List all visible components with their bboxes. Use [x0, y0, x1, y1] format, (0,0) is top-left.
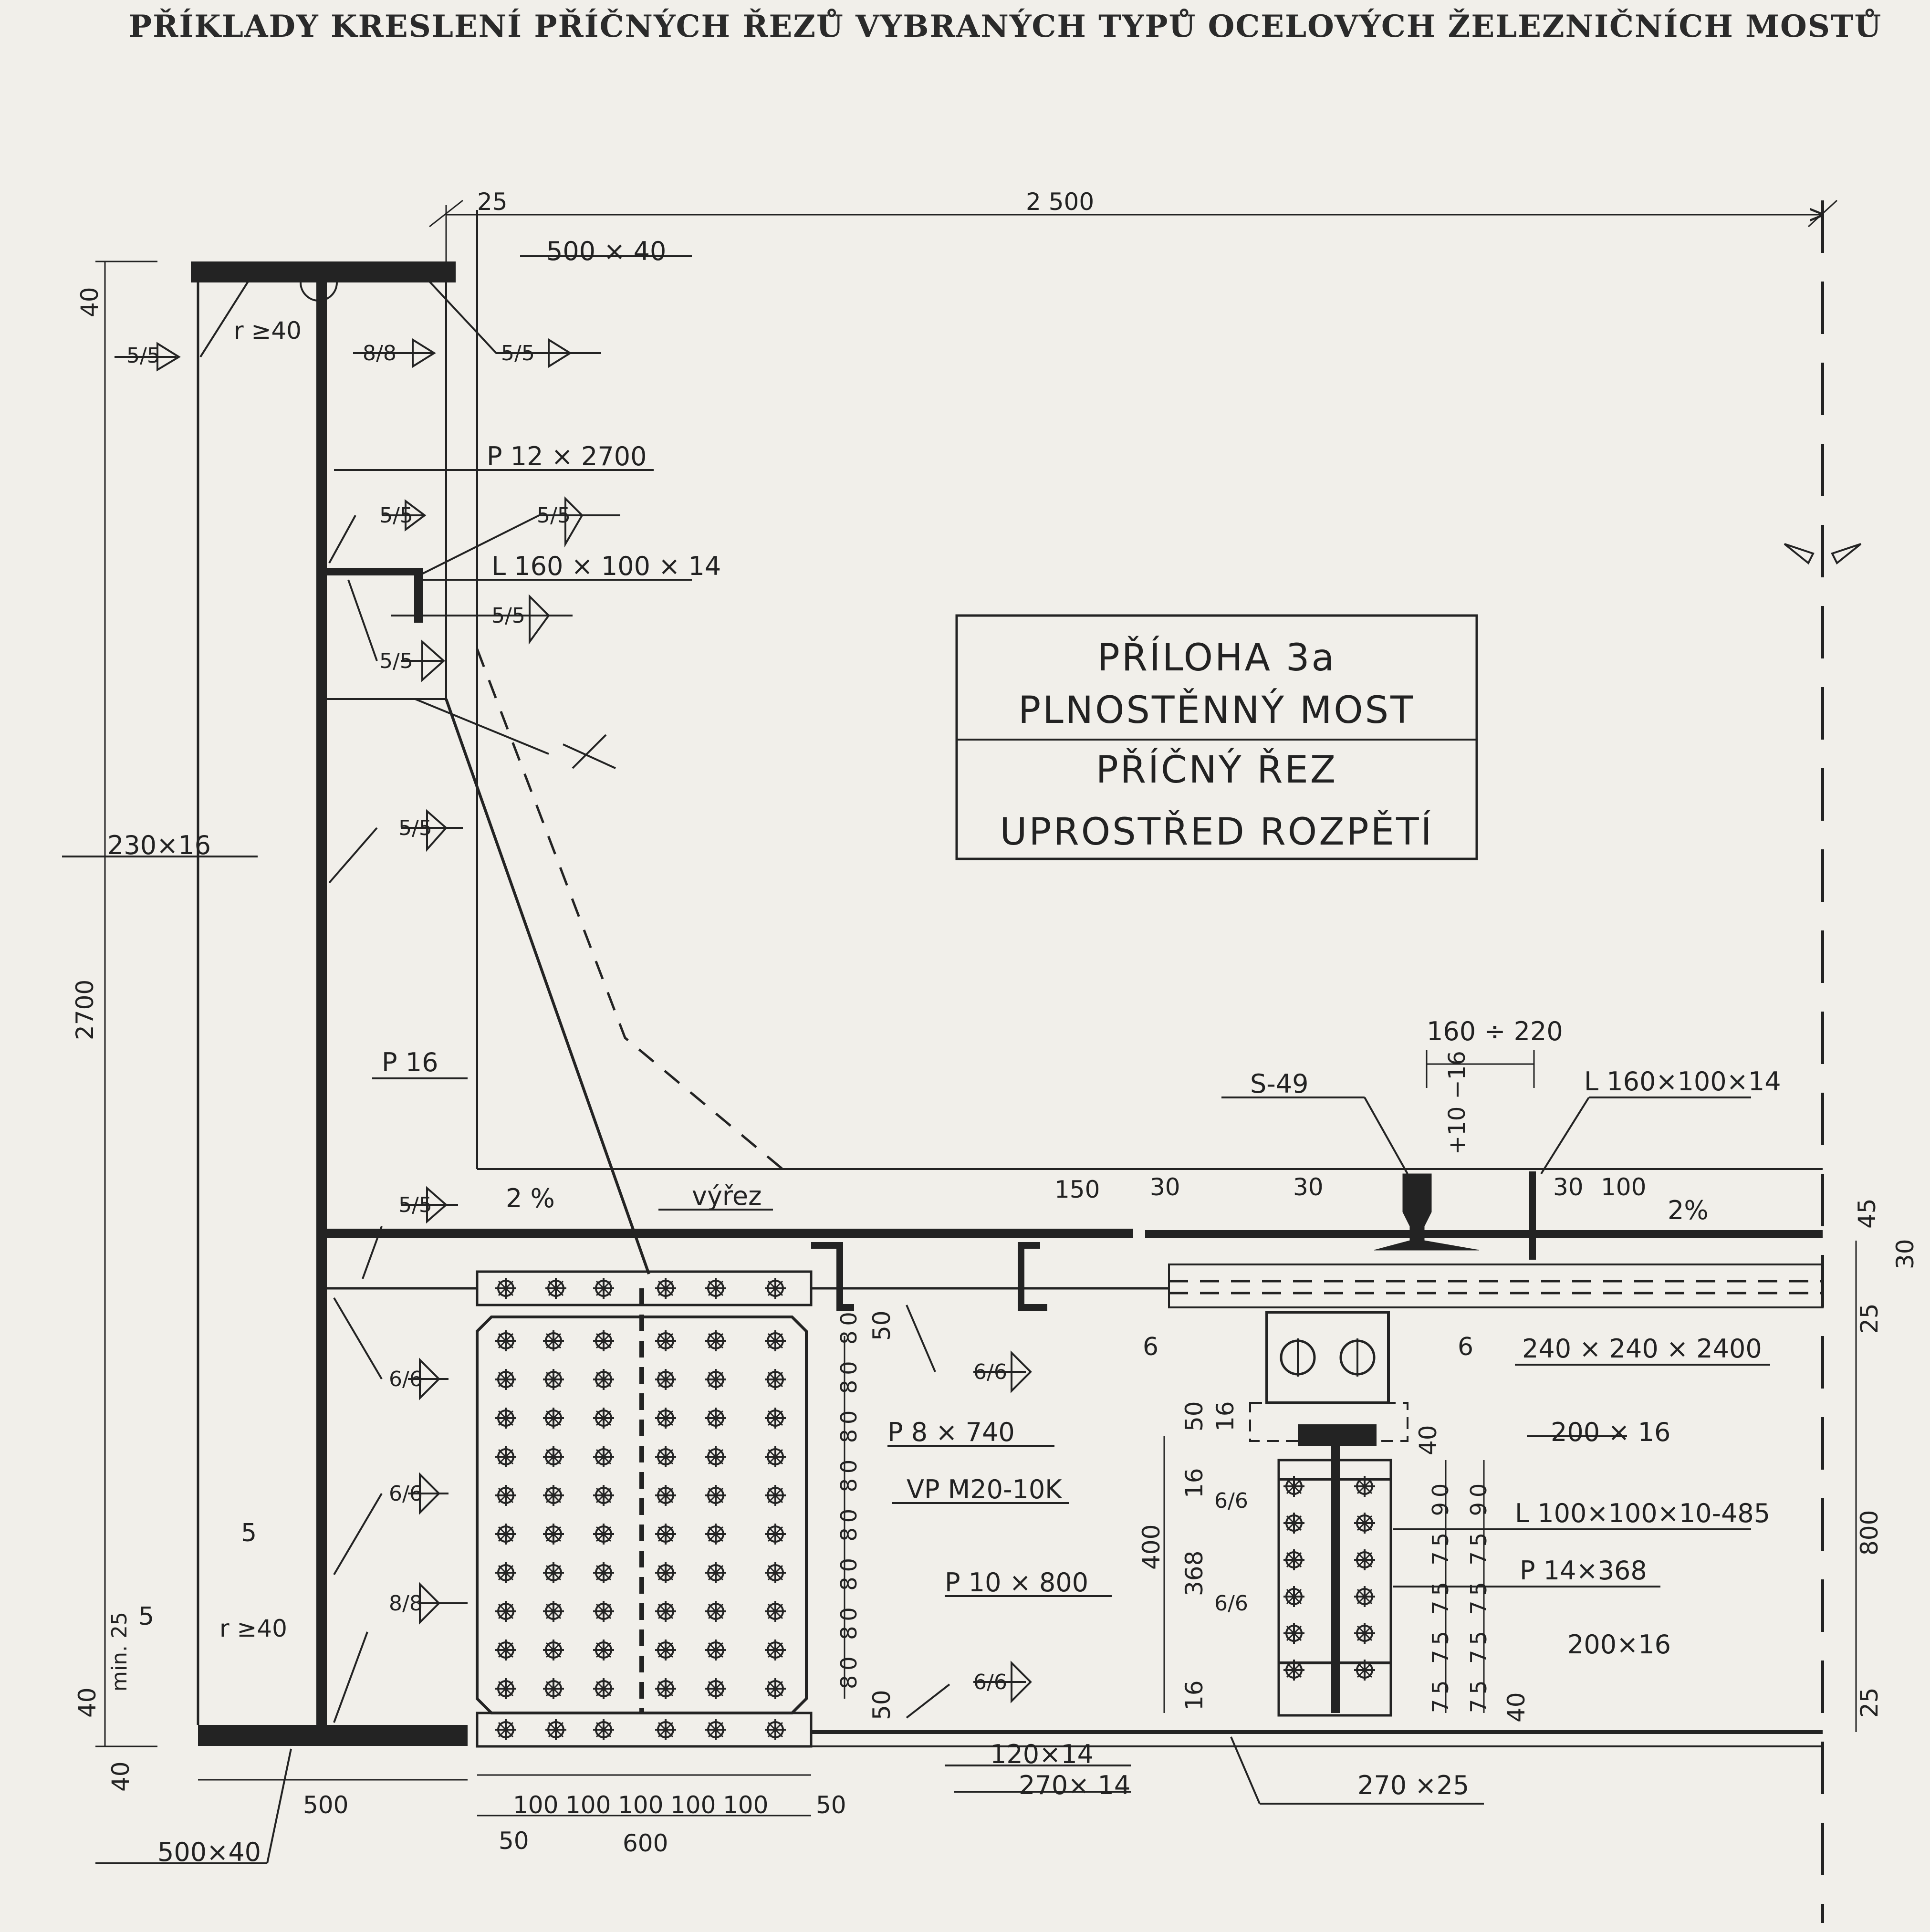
weld-text: 5/5: [126, 344, 160, 368]
dim-40-b1: 40: [73, 1687, 101, 1718]
label-web: P 12 × 2700: [487, 441, 647, 471]
bolt-icon: [495, 1562, 516, 1583]
bolt-icon: [655, 1446, 676, 1467]
label-bottom-270x25: 270 ×25: [1357, 1770, 1470, 1800]
bolt-icon: [545, 1278, 566, 1299]
bolt-icon: [1283, 1549, 1304, 1570]
weld-text: 6: [1143, 1333, 1159, 1361]
weld-text: 6/6: [973, 1670, 1007, 1694]
label-stiffener: 230×16: [107, 830, 211, 860]
dim-400: 400: [1137, 1524, 1165, 1570]
weld-text: 5/5: [379, 503, 413, 528]
dim-25-r2: 25: [1856, 1687, 1883, 1718]
label-min25: min. 25: [107, 1612, 132, 1692]
bolt-icon: [1354, 1513, 1375, 1534]
label-cross-web: P 10 × 800: [945, 1567, 1089, 1598]
title-block-line3: PŘÍČNÝ ŘEZ: [1095, 749, 1338, 792]
dim-2500: 2 500: [1026, 188, 1095, 216]
weld-text: 5: [138, 1602, 155, 1631]
bolt-icon: [593, 1330, 614, 1351]
bolt-icon: [593, 1719, 614, 1740]
bolt-icon: [495, 1640, 516, 1660]
dim-40-s: 40: [1414, 1425, 1442, 1455]
bolt-icon: [655, 1278, 676, 1299]
dim-100d: 100: [670, 1791, 716, 1819]
bolt-icon: [593, 1408, 614, 1429]
bolt-icon: [543, 1524, 564, 1545]
label-r-bottom: r ≥40: [219, 1615, 287, 1642]
label-splice-plate: P 8 × 740: [887, 1417, 1015, 1447]
bolt-icon: [705, 1601, 726, 1622]
weld-text: 6/6: [1214, 1591, 1248, 1616]
bolt-icon: [495, 1719, 516, 1740]
bolt-icon: [1354, 1586, 1375, 1607]
dim-75-list2: 75 75 75 75 90: [1466, 1478, 1492, 1713]
weld-texts: [126, 341, 1473, 1694]
bolt-icon: [765, 1485, 786, 1506]
dim-368: 368: [1180, 1550, 1208, 1596]
bolt-icon: [543, 1446, 564, 1467]
bolt-icon: [705, 1562, 726, 1583]
label-slope-right: 2%: [1668, 1195, 1709, 1225]
weld-text: 6: [1458, 1333, 1474, 1361]
bolt-icon: [495, 1278, 516, 1299]
weld-text: 5/5: [398, 1193, 432, 1217]
bolt-icon: [543, 1678, 564, 1699]
bolt-icon: [1283, 1586, 1304, 1607]
dim-75-list: 75 75 75 75 90: [1428, 1478, 1453, 1713]
dim-100e: 100: [723, 1791, 769, 1819]
bolt-icon: [593, 1678, 614, 1699]
bolt-icon: [1283, 1513, 1304, 1534]
bolt-icon: [543, 1330, 564, 1351]
weld-text: 6/6: [389, 1367, 423, 1391]
bolt-icon: [593, 1640, 614, 1660]
dim-150: 150: [1054, 1176, 1100, 1203]
dim-800: 800: [1856, 1510, 1883, 1556]
bolt-icon: [765, 1562, 786, 1583]
bolt-icon: [655, 1485, 676, 1506]
bolt-icon: [705, 1524, 726, 1545]
bolt-icon: [705, 1278, 726, 1299]
bolt-icon: [495, 1330, 516, 1351]
bolt-icon: [705, 1485, 726, 1506]
bolt-icon: [765, 1446, 786, 1467]
bolt-icon: [705, 1678, 726, 1699]
dim-50-v2: 50: [868, 1690, 896, 1720]
bolt-icon: [495, 1485, 516, 1506]
weld-text: 5: [241, 1519, 257, 1547]
bolt-icon: [765, 1640, 786, 1660]
dim-100a: 100: [513, 1791, 559, 1819]
dim-600: 600: [623, 1829, 668, 1857]
label-slope-left: 2 %: [506, 1183, 555, 1213]
dim-50-r: 50: [816, 1791, 846, 1819]
bolt-icon: [655, 1640, 676, 1660]
dim-16-b: 16: [1180, 1680, 1208, 1711]
title-block-line2: PLNOSTĚNNÝ MOST: [1018, 689, 1415, 732]
bolt-icon: [705, 1369, 726, 1390]
dim-50-s: 50: [1180, 1401, 1208, 1431]
bolt-icon: [495, 1601, 516, 1622]
weld-text: 5/5: [398, 816, 432, 840]
weld-text: 8/8: [363, 341, 396, 366]
bolt-icon: [655, 1719, 676, 1740]
dim-50-l: 50: [499, 1827, 529, 1855]
dim-100b: 100: [565, 1791, 611, 1819]
bolt-icon: [705, 1330, 726, 1351]
dim-30-a: 30: [1150, 1173, 1180, 1201]
bolt-icon: [593, 1446, 614, 1467]
bolt-icon: [655, 1369, 676, 1390]
bolt-icon: [593, 1369, 614, 1390]
bolt-icon: [593, 1562, 614, 1583]
bolt-icon: [705, 1408, 726, 1429]
bolt-icon: [765, 1524, 786, 1545]
bolt-icon: [655, 1678, 676, 1699]
dim-25-r: 25: [1856, 1303, 1883, 1334]
bolt-icon: [495, 1678, 516, 1699]
dim-16-s: 16: [1211, 1401, 1239, 1431]
title-block: [957, 616, 1477, 859]
bolt-icon: [765, 1369, 786, 1390]
bolt-icon: [545, 1719, 566, 1740]
label-flange-top: 200 × 16: [1551, 1417, 1671, 1447]
label-plate-top: 500 × 40: [546, 236, 667, 266]
bolt-icon: [1283, 1623, 1304, 1644]
bolt-icon: [655, 1408, 676, 1429]
bolt-icon: [655, 1562, 676, 1583]
bolt-icon: [543, 1369, 564, 1390]
weld-text: 5/5: [379, 649, 413, 673]
title-block-line4: UPROSTŘED ROZPĚTÍ: [1000, 811, 1434, 854]
weld-text: 6/6: [1214, 1489, 1248, 1513]
bolt-icon: [543, 1601, 564, 1622]
label-rail: S-49: [1250, 1069, 1309, 1099]
dim-50-v1: 50: [868, 1310, 896, 1341]
label-bolts: VP M20-10K: [907, 1474, 1062, 1504]
dim-30-c: 30: [1553, 1173, 1584, 1201]
label-plate-bottom-left: 500×40: [157, 1837, 261, 1867]
dim-25-top: 25: [477, 188, 508, 216]
bolt-icon: [765, 1330, 786, 1351]
labels: [107, 236, 1781, 1867]
label-bottom-270: 270× 14: [1019, 1770, 1131, 1800]
bolt-icon: [543, 1562, 564, 1583]
dim-500: 500: [303, 1791, 349, 1819]
bolt-icon: [765, 1601, 786, 1622]
dim-100-top: 100: [1601, 1173, 1647, 1201]
page-title: PŘÍKLADY KRESLENÍ PŘÍČNÝCH ŘEZŮ VYBRANÝCH TYPŮ OCELOVÝCH ŽELEZNIČNÍCH MOSTŮ: [129, 9, 1882, 44]
weld-text: 5/5: [491, 604, 525, 628]
bolt-icon: [593, 1524, 614, 1545]
bolt-icon: [765, 1408, 786, 1429]
bolt-icon: [1354, 1549, 1375, 1570]
label-plate-14x368: P 14×368: [1520, 1556, 1647, 1586]
dim-45: 45: [1853, 1198, 1881, 1229]
label-r-top: r ≥40: [234, 317, 302, 345]
bolt-icon: [593, 1485, 614, 1506]
dimension-texts: [71, 188, 1919, 1857]
weld-text: 6/6: [973, 1360, 1007, 1384]
weld-text: 8/8: [389, 1591, 423, 1616]
label-stringer-flange-top: 240 × 240 × 2400: [1522, 1334, 1762, 1364]
weld-text: 5/5: [501, 341, 535, 366]
label-bottom-120: 120×14: [990, 1739, 1094, 1769]
label-cant: +10 −16: [1444, 1051, 1471, 1155]
bolt-icon: [765, 1278, 786, 1299]
bolt-icon: [543, 1485, 564, 1506]
dim-40-top: 40: [76, 287, 104, 317]
label-plate-p16: P 16: [382, 1047, 438, 1077]
label-cutout: výřez: [692, 1181, 762, 1211]
title-block-line1: PŘÍLOHA 3a: [1097, 637, 1336, 679]
label-flange-bottom: 200×16: [1567, 1629, 1671, 1660]
dim-2700: 2700: [71, 979, 99, 1040]
bolt-icon: [705, 1719, 726, 1740]
label-gauge: 160 ÷ 220: [1427, 1016, 1563, 1046]
bolt-icon: [765, 1719, 786, 1740]
label-angle-top: L 160 × 100 × 14: [491, 551, 721, 581]
bolt-icon: [655, 1330, 676, 1351]
bolt-icon: [495, 1524, 516, 1545]
dim-40-s2: 40: [1502, 1692, 1530, 1723]
label-angle-right: L 160×100×14: [1584, 1066, 1781, 1097]
label-angle-small: L 100×100×10-485: [1515, 1498, 1771, 1528]
bolt-icon: [593, 1601, 614, 1622]
bolt-icon: [543, 1640, 564, 1660]
dim-16-a: 16: [1180, 1468, 1208, 1498]
dim-40-b2: 40: [107, 1761, 135, 1792]
bolt-icon: [765, 1678, 786, 1699]
dim-30-edge: 30: [1891, 1239, 1919, 1269]
bolt-icon: [495, 1369, 516, 1390]
bolt-icon: [495, 1446, 516, 1467]
bolt-icon: [543, 1408, 564, 1429]
bolt-icon: [705, 1640, 726, 1660]
dim-80-list: 80 80 80 80 80 80 80 80: [836, 1307, 862, 1689]
bolt-icon: [495, 1408, 516, 1429]
dim-100c: 100: [618, 1791, 664, 1819]
bolt-icon: [593, 1278, 614, 1299]
weld-text: 5/5: [537, 503, 571, 528]
bolt-icon: [705, 1446, 726, 1467]
bolt-icon: [655, 1524, 676, 1545]
weld-text: 6/6: [389, 1482, 423, 1506]
bolt-icon: [1354, 1623, 1375, 1644]
bolt-icon: [655, 1601, 676, 1622]
dim-30-b: 30: [1293, 1173, 1324, 1201]
